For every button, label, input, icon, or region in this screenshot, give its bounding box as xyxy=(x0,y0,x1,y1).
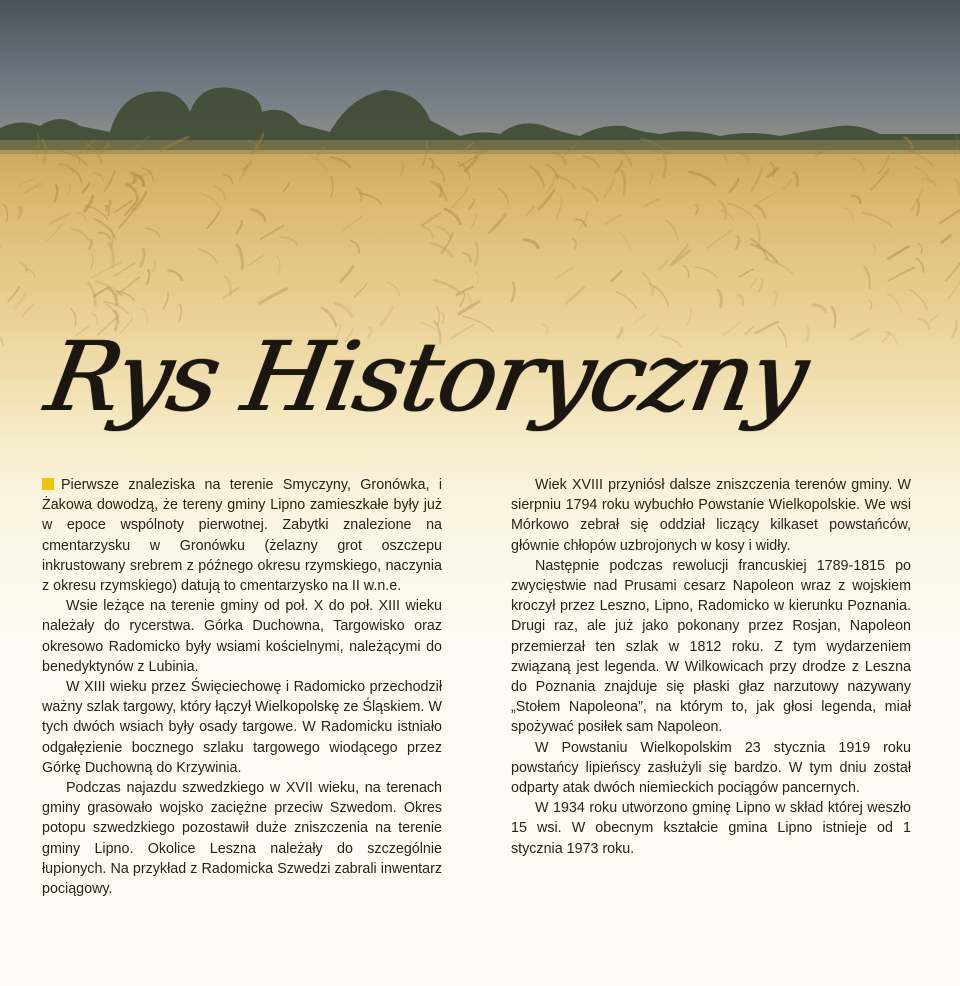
wheat-stalk xyxy=(718,290,722,306)
wheat-stalk xyxy=(60,164,74,172)
paragraph-text: Pierwsze znaleziska na terenie Smyczyny, Gronówka, i Żakowa dowodzą, że tereny gminy Lipno zamieszkałe były już w epoce wspólnoty pierwotnej. Zabytki znalezione na cmentarzysku w Gronówku (żelazny grot oszczepu inkrustowany srebrem z późnego okresu rzymskiego, naczynia z okresu rzymskiego) datują to cmentarzysko na II w.n.e. xyxy=(42,477,442,595)
wheat-stalk xyxy=(341,266,354,282)
wheat-stalk xyxy=(445,209,460,224)
wheat-stalk xyxy=(432,243,453,257)
wheat-stalk xyxy=(816,150,826,156)
wheat-stalk xyxy=(22,305,32,317)
wheat-stalk xyxy=(955,179,959,194)
wheat-stalk xyxy=(612,271,621,281)
wheat-stalk xyxy=(146,228,160,237)
wheat-stalk xyxy=(475,242,477,265)
paragraph: W XIII wieku przez Święciechowę i Radomicko przechodził ważny szlak targowy, który łączył Wielkopolskę ze Śląskiem. W tych dwóch wsiach były osady targowe. W Radomicku istniało odgałęzienie bocznego szlaku targowego wiodącego przez Górkę Duchowną do Krzywinia. xyxy=(42,679,442,776)
wheat-stalk xyxy=(471,214,476,228)
wheat-stalk xyxy=(942,235,951,242)
yellow-square-bullet-icon xyxy=(42,478,54,490)
wheat-stalk xyxy=(616,292,636,309)
wheat-stalk xyxy=(55,185,58,201)
wheat-stalk xyxy=(869,301,872,311)
wheat-stalk xyxy=(844,208,853,219)
wheat-stalk xyxy=(284,183,289,191)
wheat-stalk xyxy=(664,155,666,177)
wheat-stalk xyxy=(775,292,777,304)
wheat-stalk xyxy=(739,269,753,277)
wheat-stalk xyxy=(351,241,359,253)
wheat-stalk xyxy=(19,207,21,218)
wheat-stalk xyxy=(619,151,631,165)
wheat-stalk xyxy=(147,270,150,284)
wheat-stalk xyxy=(249,255,264,265)
paragraph: Podczas najazdu szwedzkiego w XVII wieku, na terenach gminy grasowało wojsko zaciężne przeciw Szwedom. Okres potopu szwedzkiego pozostawił duże zniszczenia na terenie gminy Lipno. Okolice Leszna należały do szczególnie łupionych. Na przykład z Radomicka Szwedzi zabrali inwentarz pociągowy. xyxy=(42,780,442,898)
wheat-stalk xyxy=(650,172,653,184)
wheat-stalk xyxy=(948,278,960,299)
wheat-stalk xyxy=(909,290,927,310)
wheat-stalk xyxy=(765,259,793,274)
wheat-stalk xyxy=(281,237,297,245)
wheat-stalk xyxy=(89,283,96,306)
wheat-stalk xyxy=(911,190,922,211)
wheat-stalk xyxy=(141,250,144,267)
wheat-stalk xyxy=(873,244,875,256)
wheat-stalk xyxy=(525,207,534,217)
wheat-stalk xyxy=(430,159,433,168)
wheat-stalk xyxy=(50,214,70,224)
wheat-stalk xyxy=(225,277,231,295)
wheat-stalk xyxy=(436,227,450,239)
wheat-stalk xyxy=(36,133,39,157)
paragraph: Następnie podczas rewolucji francuskiej 1789-1815 po zwycięstwie nad Prusami cesarz Napoleon wraz z wojskiem kroczył przez Leszno, Lipno, Radomicko w kierunku Poznania. Drugi raz, ale już jako pokonany przez Rosjan, Napoleon przemierzał ten szlak w 1812 roku. Z tym wydarzeniem związaną jest legenda. W Wilkowicach przy drodze z Leszna do Poznania znajduje się płaski głaz narzutowy nazywany „Stołem Napoleona”, na którym to, jak głosi legenda, miał spożywać posiłek sam Napoleon. xyxy=(511,557,911,736)
wheat-stalk xyxy=(99,233,110,239)
wheat-stalk xyxy=(317,147,324,156)
wheat-stalk xyxy=(237,245,242,269)
left-text-column xyxy=(42,475,442,899)
wheat-stalk xyxy=(622,171,625,195)
wheat-stalk xyxy=(654,286,669,306)
wheat-stalk xyxy=(357,188,362,202)
wheat-stalk xyxy=(512,283,515,302)
paragraph: W 1934 roku utworzono gminę Lipno w skład której weszło 15 wsi. W obecnym kształcie gmina Lipno istnieje od 1 stycznia 1973 roku. xyxy=(511,800,911,857)
wheat-stalk xyxy=(169,270,182,280)
wheat-stalk xyxy=(401,162,403,175)
wheat-stalk xyxy=(161,137,189,151)
wheat-stalk xyxy=(109,244,113,267)
wheat-stalk xyxy=(451,188,468,209)
wheat-stalk xyxy=(946,264,959,280)
wheat-stalk xyxy=(931,314,939,321)
wheat-stalk xyxy=(45,224,62,243)
wheat-stalk xyxy=(754,192,775,206)
wheat-stalk xyxy=(784,180,791,189)
wheat-stalk xyxy=(25,184,41,193)
wheat-stalk xyxy=(918,319,929,329)
wheat-stalk xyxy=(16,293,25,307)
wheat-stalk xyxy=(423,227,433,238)
wheat-stalk xyxy=(718,150,727,164)
wheat-stalk xyxy=(707,230,732,248)
paragraph: Wsie leżące na terenie gminy od poł. X do poł. XIII wieku należały do rycerstwa. Górka Duchowna, Targowisko oraz okresowo Radomicko były wsiami kościelnymi, należącymi do benedyktynów z Lubinia. xyxy=(42,598,442,675)
wheat-stalk xyxy=(566,287,584,303)
wheat-stalk xyxy=(438,184,442,196)
wheat-stalk xyxy=(4,205,8,223)
wheat-stalk xyxy=(278,257,280,274)
wheat-stalk xyxy=(547,165,558,180)
wheat-stalk xyxy=(645,199,659,206)
wheat-stalk xyxy=(215,186,225,199)
wheat-stalk xyxy=(667,221,678,240)
wheat-stalk xyxy=(909,151,934,166)
wheat-stalk xyxy=(94,287,109,296)
wheat-stalk xyxy=(832,307,836,327)
paragraph: W Powstaniu Wielkopolskim 23 stycznia 1919 roku powstańcy lipieńscy zasłużyli się bardzo. W tym dniu został odparty atak dwóch niemieckich pociągów pancernych. xyxy=(511,739,911,797)
wheat-stalk xyxy=(107,201,111,210)
wheat-stalk xyxy=(248,141,258,150)
wheat-stalk xyxy=(730,179,738,192)
wheat-stalk xyxy=(309,155,327,171)
wheat-stalk xyxy=(114,263,135,276)
wheat-stalk xyxy=(683,266,689,278)
wheat-stalk xyxy=(153,262,156,271)
wheat-stalk xyxy=(690,172,715,185)
wheat-stalk xyxy=(605,215,621,224)
wheat-stalk xyxy=(463,143,473,152)
wheat-stalk xyxy=(563,143,578,157)
wheat-stalk xyxy=(851,330,868,340)
wheat-stalk xyxy=(331,177,333,197)
paragraph: Wiek XVIII przyniósł dalsze zniszczenia terenów gminy. W sierpniu 1794 roku wybuchło Powstanie Wielkopolskie. We wsi Mórkowo zebrał się oddział liczący kilkaset powstańców, głównie chłopów uzbrojonych w kosy i widły. xyxy=(511,477,911,554)
wheat-stalk xyxy=(556,267,573,278)
wheat-stalk xyxy=(331,157,350,167)
wheat-stalk xyxy=(85,197,93,212)
wheat-stalk xyxy=(889,268,915,281)
wheat-stalk xyxy=(86,144,102,163)
wheat-stalk xyxy=(223,174,233,183)
wheat-stalk xyxy=(940,209,960,224)
wheat-stalk xyxy=(260,289,287,304)
page-title: Rys Historyczny xyxy=(38,321,814,433)
wheat-stalk xyxy=(252,210,265,221)
wheat-stalk xyxy=(200,193,221,209)
wheat-stalk xyxy=(119,209,134,228)
wheat-stalk xyxy=(68,184,70,195)
wheat-stalk xyxy=(0,329,4,345)
wheat-stalk xyxy=(17,178,34,186)
wheat-stalk xyxy=(954,135,957,156)
wheat-stalk xyxy=(749,278,757,289)
wheat-stalk xyxy=(742,155,749,163)
wheat-stalk xyxy=(573,239,576,249)
wheat-stalk xyxy=(604,178,614,198)
wheat-stalk xyxy=(43,140,46,163)
wheat-stalk xyxy=(696,267,718,278)
wheat-stalk xyxy=(244,162,251,170)
wheat-stalk xyxy=(469,200,474,209)
wheat-stalk xyxy=(794,172,798,186)
wheat-stalk xyxy=(116,278,139,296)
wheat-stalk xyxy=(105,172,115,192)
wheat-stalk xyxy=(583,188,597,201)
wheat-stalk xyxy=(888,247,908,259)
wheat-stalk xyxy=(490,214,506,233)
wheat-stalk xyxy=(463,253,471,262)
wheat-stalk xyxy=(752,168,762,191)
wheat-stalk xyxy=(94,173,103,182)
wheat-stalk xyxy=(100,143,109,153)
wheat-stalk xyxy=(755,205,765,218)
wheat-stalk xyxy=(19,262,26,272)
wheat-stalk xyxy=(76,213,86,221)
wheat-stalk xyxy=(423,142,427,166)
wheat-stalk xyxy=(355,283,367,296)
wheat-stalk xyxy=(813,305,825,311)
wheat-stalk xyxy=(642,139,669,154)
wheat-stalk xyxy=(422,213,441,226)
wheat-stalk xyxy=(525,240,539,248)
wheat-stalk xyxy=(739,295,743,305)
wheat-stalk xyxy=(862,212,892,226)
wheat-stalk xyxy=(864,267,870,289)
wheat-stalk xyxy=(583,156,599,167)
wheat-stalk xyxy=(618,231,631,252)
wheat-stalk xyxy=(659,261,666,269)
wheat-stalk xyxy=(92,262,122,277)
wheat-stalk xyxy=(918,244,922,253)
wheat-stalk xyxy=(887,293,901,312)
wheat-stalk xyxy=(434,280,461,293)
wheat-stalk xyxy=(261,226,284,239)
wheat-stalk xyxy=(476,272,479,284)
wheat-stalk xyxy=(236,221,242,234)
wheat-stalk xyxy=(556,176,575,189)
wheat-stalk xyxy=(905,138,912,151)
wheat-stalk xyxy=(531,167,544,187)
wheat-stalk xyxy=(91,254,93,268)
wheat-stalk xyxy=(163,292,168,309)
wheat-stalk xyxy=(207,211,220,228)
wheat-stalk xyxy=(853,158,865,171)
wheat-stalk xyxy=(852,196,861,203)
wheat-stalk xyxy=(342,216,361,231)
wheat-stalk xyxy=(199,249,218,263)
wheat-stalk xyxy=(388,282,400,295)
wheat-stalk xyxy=(557,196,562,218)
wheat-stalk xyxy=(498,189,508,204)
wheat-stalk xyxy=(952,321,957,337)
wheat-stalk xyxy=(696,205,698,214)
wheat-stalk xyxy=(435,166,444,181)
wheat-stalk xyxy=(72,229,88,240)
wheat-stalk xyxy=(359,193,382,204)
wheat-stalk xyxy=(128,137,149,153)
wheat-stalk xyxy=(131,173,134,183)
wheat-stalk xyxy=(554,153,566,164)
paragraph xyxy=(42,475,442,596)
wheat-stalk xyxy=(83,183,90,193)
wheat-stalk xyxy=(736,237,739,249)
right-text-column xyxy=(511,475,911,859)
wheat-stalk xyxy=(759,279,763,292)
wheat-stalk xyxy=(89,240,92,249)
wheat-stalk xyxy=(8,287,19,301)
wheat-stalk xyxy=(917,259,924,272)
